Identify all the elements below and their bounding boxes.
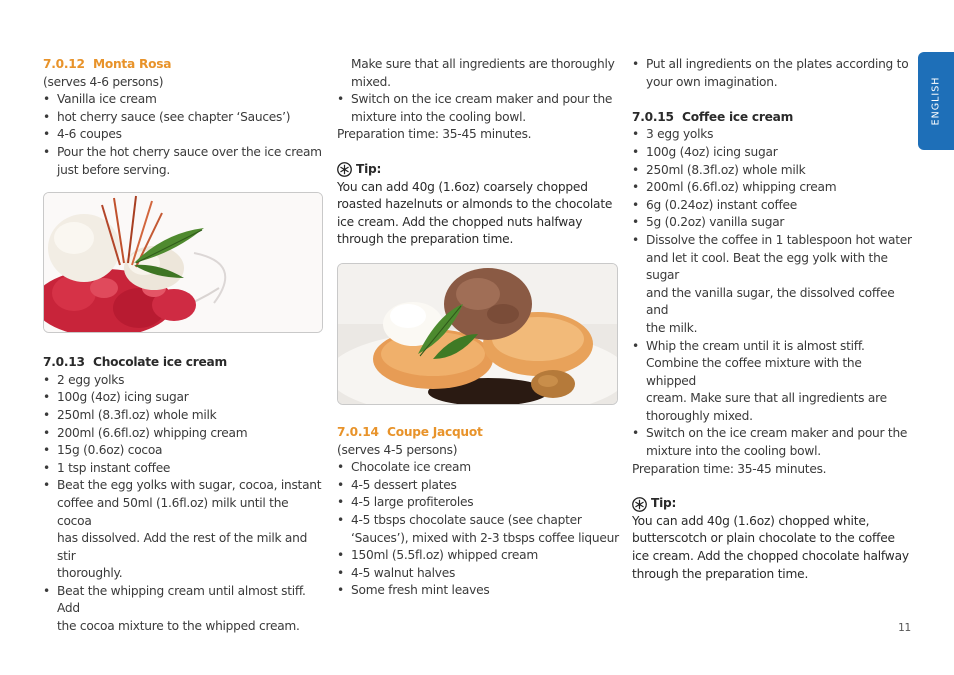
ingredient-list xyxy=(337,459,621,600)
list-item: • 1 tsp instant coffee xyxy=(43,460,323,478)
tip-text: You can add 40g (1.6oz) coarsely chopped roasted hazelnuts or almonds to the chocolate ice cream. Add the chopped nuts halfway through the preparation time. xyxy=(337,179,613,247)
list-item: • Beat the egg yolks with sugar, cocoa, instant coffee and 50ml (1.6fl.oz) milk until the cocoa has dissolved. Add the rest of the milk and stir thoroughly. xyxy=(43,477,323,583)
prep-time: Preparation time: 35-45 minutes. xyxy=(337,127,532,142)
list-item: • 4-5 walnut halves xyxy=(337,565,621,583)
list-item: • Whip the cream until it is almost stiff. Combine the coffee mixture with the whipped cream. Make sure that all ingredients are thoroughly mixed. xyxy=(632,338,914,426)
list-item: • Dissolve the coffee in 1 tablespoon hot water and let it cool. Beat the egg yolk with the sugar and the vanilla sugar, the dissolved coffee and the milk. xyxy=(632,232,914,338)
step-list xyxy=(337,91,621,126)
language-tab[interactable] xyxy=(918,52,954,150)
tip-text: You can add 40g (1.6oz) chopped white, butterscotch or plain chocolate to the coffee ice cream. Add the chopped chocolate halfway through the preparation time. xyxy=(632,513,909,581)
serves-text: (serves 4-6 persons) xyxy=(43,74,164,89)
list-item: • Pour the hot cherry sauce over the ice cream just before serving. xyxy=(43,144,323,179)
column-right xyxy=(632,56,914,583)
section-number: 7.0.13 xyxy=(43,355,85,370)
language-tab-label: ENGLISH xyxy=(930,76,942,126)
prep-time: Preparation time: 35-45 minutes. xyxy=(632,461,827,476)
section-title: Coupe Jacquot xyxy=(387,424,483,439)
list-item: • 200ml (6.6fl.oz) whipping cream xyxy=(43,425,323,443)
section-number: 7.0.15 xyxy=(632,109,674,124)
list-item: • 4-5 dessert plates xyxy=(337,477,621,495)
list-item: • 5g (0.2oz) vanilla sugar xyxy=(632,214,914,232)
chocolate-ice-cream-heading xyxy=(43,354,323,372)
tip-heading: Tip: xyxy=(632,495,914,513)
ingredient-list xyxy=(43,91,323,179)
continued-text: Make sure that all ingredients are thoroughly mixed. xyxy=(351,57,615,89)
sundae-illustration xyxy=(44,193,322,332)
coupe-jacquot-heading xyxy=(337,424,621,442)
list-item: • hot cherry sauce (see chapter ‘Sauces’) xyxy=(43,109,323,127)
list-item: • 6g (0.24oz) instant coffee xyxy=(632,197,914,215)
list-item: • 250ml (8.3fl.oz) whole milk xyxy=(632,162,914,180)
list-item: • 250ml (8.3fl.oz) whole milk xyxy=(43,407,323,425)
list-item: • 200ml (6.6fl.oz) whipping cream xyxy=(632,179,914,197)
column-left xyxy=(43,56,323,636)
list-item: • Switch on the ice cream maker and pour the mixture into the cooling bowl. xyxy=(632,425,914,460)
serves-text: (serves 4-5 persons) xyxy=(337,442,458,457)
section-title: Monta Rosa xyxy=(93,57,172,71)
section-title: Coffee ice cream xyxy=(682,109,794,124)
list-item: • Some fresh mint leaves xyxy=(337,582,621,600)
list-item: • 4-6 coupes xyxy=(43,126,323,144)
list-item: • 15g (0.6oz) cocoa xyxy=(43,442,323,460)
list-item: • Beat the whipping cream until almost stiff. Add the cocoa mixture to the whipped cream. xyxy=(43,583,323,636)
coupe-jacquot-photo xyxy=(337,263,618,405)
tip-snowflake-icon xyxy=(632,497,647,512)
column-middle xyxy=(337,56,621,600)
section-title: Chocolate ice cream xyxy=(93,355,227,370)
list-item: • 4-5 large profiteroles xyxy=(337,494,621,512)
monta-rosa-photo xyxy=(43,192,323,333)
tip-heading: Tip: xyxy=(337,161,621,179)
list-item: • Switch on the ice cream maker and pour the mixture into the cooling bowl. xyxy=(337,91,621,126)
coupe-illustration xyxy=(338,264,617,404)
list-item: • 2 egg yolks xyxy=(43,372,323,390)
list-item: • 3 egg yolks xyxy=(632,126,914,144)
step-list xyxy=(632,56,914,91)
page-number: 11 xyxy=(898,622,911,634)
list-item: • Put all ingredients on the plates according to your own imagination. xyxy=(632,56,914,91)
ingredient-list xyxy=(632,126,914,460)
list-item: • Chocolate ice cream xyxy=(337,459,621,477)
list-item: • 100g (4oz) icing sugar xyxy=(43,389,323,407)
ingredient-list xyxy=(43,372,323,636)
monta-rosa-heading xyxy=(43,56,323,74)
list-item: • 150ml (5.5fl.oz) whipped cream xyxy=(337,547,621,565)
section-number: 7.0.12 xyxy=(43,57,85,71)
list-item: • 100g (4oz) icing sugar xyxy=(632,144,914,162)
coffee-ice-cream-heading xyxy=(632,109,914,127)
section-number: 7.0.14 xyxy=(337,424,379,439)
list-item: • Vanilla ice cream xyxy=(43,91,323,109)
list-item: • 4-5 tbsps chocolate sauce (see chapter ‘Sauces’), mixed with 2-3 tbsps coffee liqueur xyxy=(337,512,621,547)
tip-snowflake-icon xyxy=(337,162,352,177)
